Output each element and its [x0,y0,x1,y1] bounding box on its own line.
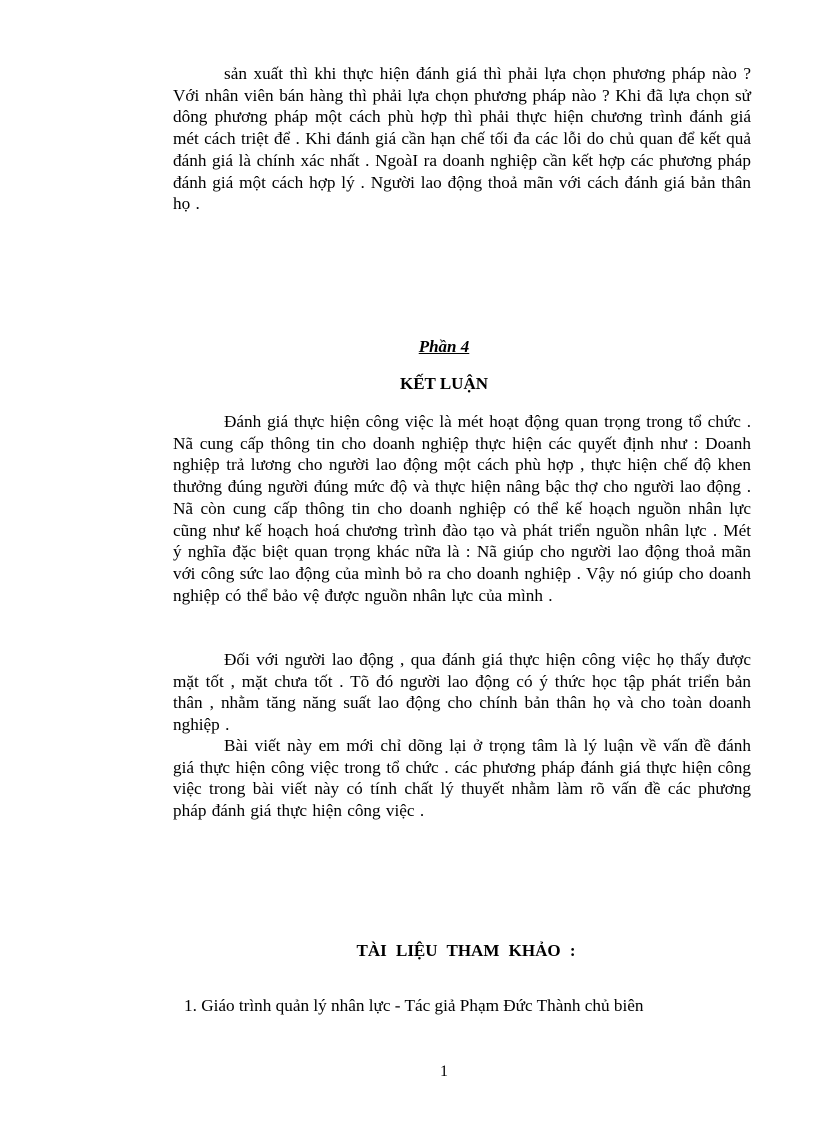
section-title: KẾT LUẬN [399,374,488,393]
conclusion-paragraph-2: Đối với người lao động , qua đánh giá thực hiện công việc họ thấy được mặt tốt , mặt chưa tốt . Tõ đó người lao động có ý thức học tập phát triển bản thân , nhằm tăng năng suất lao động cho chính bản thân họ và cho toàn doanh nghiệp . [173,650,751,735]
references-heading: TÀI LIỆU THAM KHẢO : [356,941,576,960]
reference-item: 1. Giáo trình quản lý nhân lực - Tác giả Phạm Đức Thành chủ biên [184,996,644,1015]
conclusion-paragraph-3: Bài viết này em mới chỉ dõng lại ở trọng tâm là lý luận về vấn đề đánh giá thực hiện công việc trong tổ chức . các phương pháp đánh giá thực hiện công việc trong bài viết này có tính chất lý thuyết nhằm làm rõ vấn đề các phương pháp đánh giá thực hiện công việc . [173,736,751,821]
conclusion-paragraph-1: Đánh giá thực hiện công việc là mét hoạt động quan trọng trong tổ chức . Nã cung cấp thông tin cho doanh nghiệp thực hiện các quyết định như : Doanh nghiệp trả lương cho người lao động một cách phù hợp , thực hiện chế độ khen thưởng đúng người đúng mức độ và thực hiện nâng bậc thợ cho người lao động . Nã còn cung cấp thông tin cho doanh nghiệp có thể kế hoạch nguồn nhân lực cũng như kế hoạch hoá chương trình đào tạo và phát triển nguồn nhân lực . Mét ý nghĩa đặc biệt quan trọng khác nữa là : Nã giúp cho người lao động thoả mãn với công sức lao động của mình bỏ ra cho doanh nghiệp . Vậy nó giúp cho doanh nghiệp có thể bảo vệ được nguồn nhân lực của mình . [173,412,751,605]
section-label: Phần 4 [418,337,470,356]
intro-paragraph: sản xuất thì khi thực hiện đánh giá thì phải lựa chọn phương pháp nào ? Với nhân viên bán hàng thì phải lựa chọn phương pháp nào ? Khi đã lựa chọn sử dông phương pháp một cách phù hợp thì phải thực hiện chương trình đánh giá mét cách triệt để . Khi đánh giá cần hạn chế tối đa các lỗi do chủ quan để kết quả đánh giá là chính xác nhất . NgoàI ra doanh nghiệp cần kết hợp các phương pháp đánh giá một cách hợp lý . Người lao động thoả mãn với cách đánh giá bản thân họ . [173,64,751,214]
page-number: 1 [440,1063,448,1080]
